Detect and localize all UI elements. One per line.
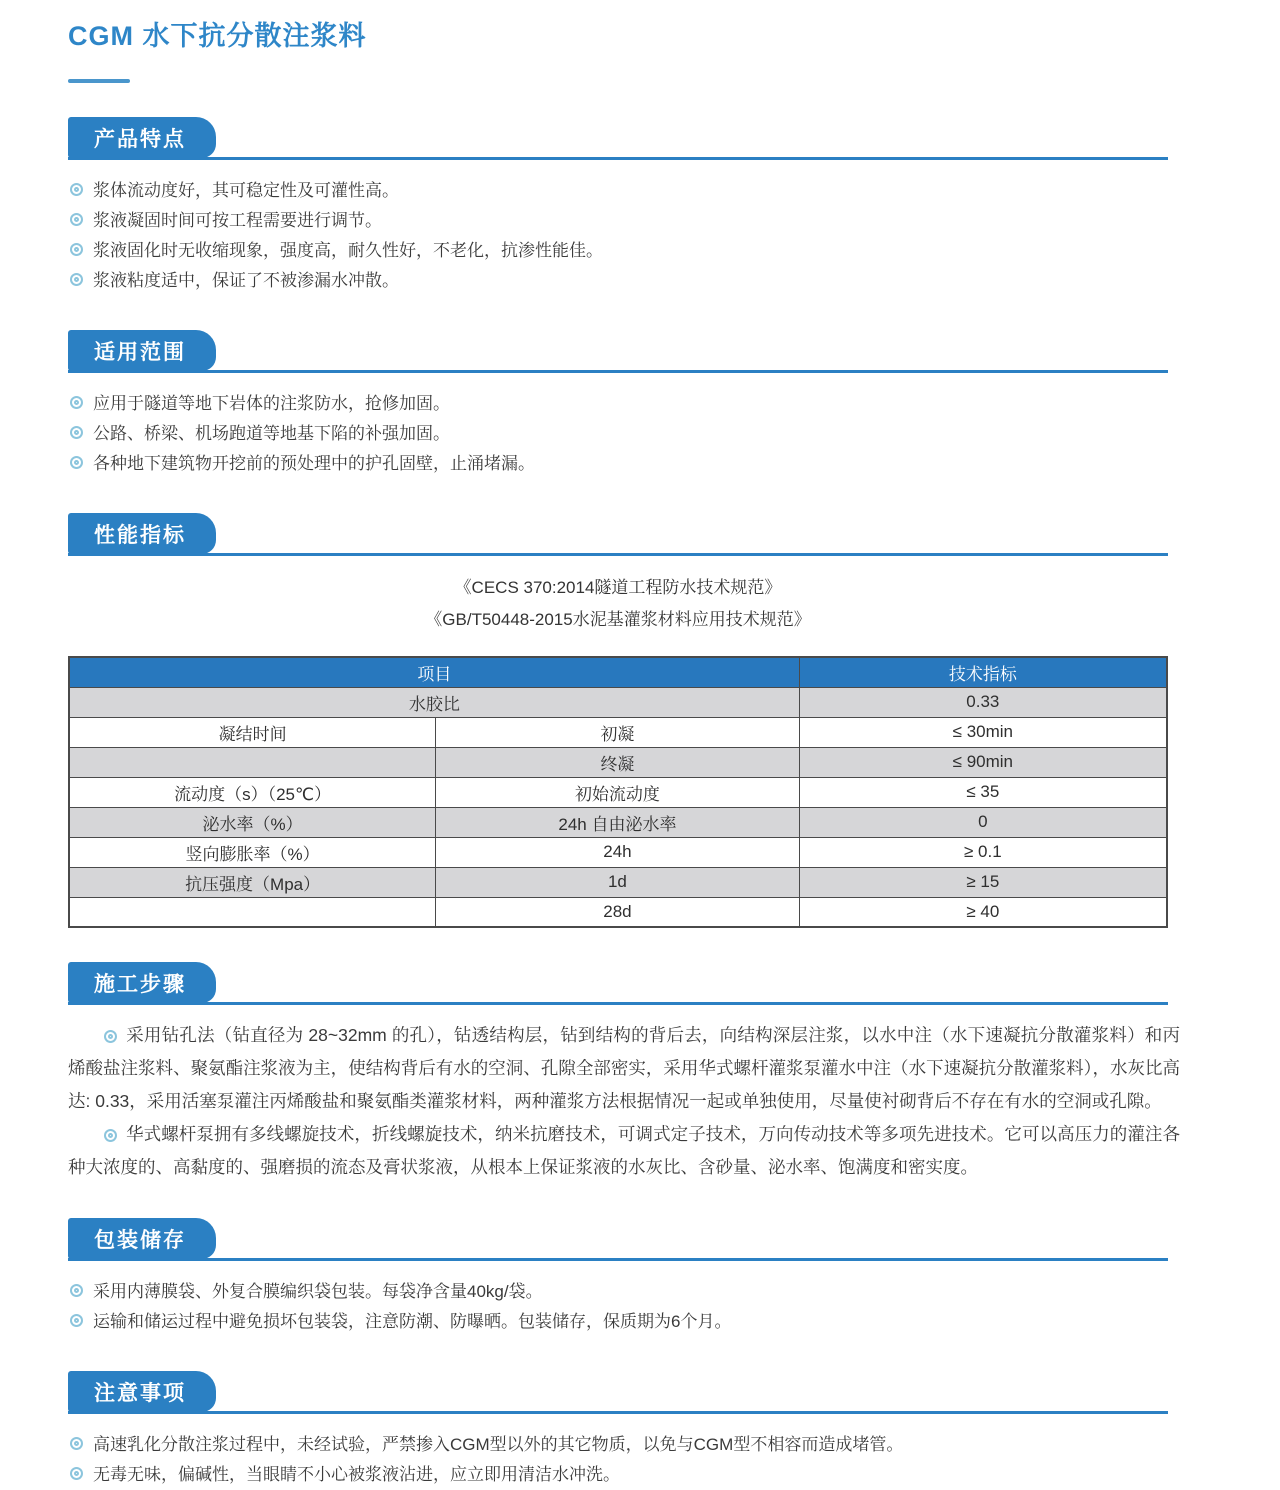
table-row xyxy=(69,777,1167,807)
table-cell-value: 0 xyxy=(799,807,1167,837)
list-item xyxy=(68,266,1168,296)
table-cell-item: 流动度（s）（25℃） xyxy=(69,777,436,807)
table-header-row xyxy=(69,657,1167,687)
list-item xyxy=(68,389,1168,419)
paragraph xyxy=(68,1019,1180,1118)
table-row xyxy=(69,747,1167,777)
table-header-item: 项目 xyxy=(69,657,799,687)
list-item-text: 浆液凝固时间可按工程需要进行调节。 xyxy=(93,211,382,230)
table-cell-sub: 24h 自由泌水率 xyxy=(436,807,799,837)
bullseye-bullet-icon xyxy=(70,213,83,226)
table-cell-value: ≥ 40 xyxy=(799,897,1167,927)
table-cell-sub: 24h xyxy=(436,837,799,867)
bullseye-bullet-icon xyxy=(70,1467,83,1480)
bullseye-bullet-icon xyxy=(104,1129,117,1142)
table-cell-sub: 终凝 xyxy=(436,747,799,777)
table-row xyxy=(69,897,1167,927)
table-cell-item: 泌水率（%） xyxy=(69,807,436,837)
section-precautions xyxy=(68,1371,1168,1490)
standard-reference: 《GB/T50448-2015水泥基灌浆材料应用技术规范》 xyxy=(425,610,811,629)
notes-list xyxy=(68,1430,1168,1490)
bullseye-bullet-icon xyxy=(70,1284,83,1297)
table-row xyxy=(69,717,1167,747)
list-item xyxy=(68,236,1168,266)
table-cell-item xyxy=(69,897,436,927)
list-item-text: 高速乳化分散注浆过程中，未经试验，严禁掺入CGM型以外的其它物质，以免与CGM型不相容而造成堵管。 xyxy=(93,1435,904,1454)
bullseye-bullet-icon xyxy=(70,1437,83,1450)
section-construction-steps xyxy=(68,962,1180,1184)
list-item xyxy=(68,1277,1168,1307)
bullseye-bullet-icon xyxy=(70,183,83,196)
list-item xyxy=(68,1307,1168,1337)
section-header-rule xyxy=(68,962,1168,1005)
list-item xyxy=(68,1430,1168,1460)
section-badge: 性能指标 xyxy=(68,513,216,554)
paragraph-text: 采用钻孔法（钻直径为 28~32mm 的孔），钻透结构层，钻到结构的背后去，向结构深层注浆，以水中注（水下速凝抗分散灌浆料）和丙烯酸盐注浆料、聚氨酯注浆液为主，使结构背后有水的空洞、孔隙全部密实，采用华式螺杆灌浆泵灌水中注（水下速凝抗分散灌浆料），水灰比高达: 0.33，采用活塞泵灌注丙烯酸盐和聚氨酯类灌浆材料，两种灌浆方法根据情况一起或单独使用，尽量使衬砌背后不存在有水的空洞或孔隙。 xyxy=(68,1025,1180,1111)
section-badge: 适用范围 xyxy=(68,330,216,371)
list-item-text: 浆体流动度好，其可稳定性及可灌性高。 xyxy=(93,181,399,200)
list-item-text: 公路、桥梁、机场跑道等地基下陷的补强加固。 xyxy=(93,424,450,443)
table-cell-value: ≤ 90min xyxy=(799,747,1167,777)
list-item-text: 运输和储运过程中避免损坏包装袋，注意防潮、防曝晒。包装储存，保质期为6个月。 xyxy=(93,1312,732,1331)
title-underline xyxy=(68,79,130,83)
table-row xyxy=(69,807,1167,837)
table-cell-value: ≤ 35 xyxy=(799,777,1167,807)
section-packaging-storage xyxy=(68,1218,1168,1337)
table-cell-item: 抗压强度（Mpa） xyxy=(69,867,436,897)
table-cell-item: 凝结时间 xyxy=(69,717,436,747)
list-item-text: 采用内薄膜袋、外复合膜编织袋包装。每袋净含量40kg/袋。 xyxy=(93,1282,543,1301)
table-row xyxy=(69,687,1167,717)
paragraph-text: 华式螺杆泵拥有多线螺旋技术，折线螺旋技术，纳米抗磨技术，可调式定子技术，万向传动技术等多项先进技术。它可以高压力的灌注各种大浓度的、高黏度的、强磨损的流态及膏状浆液，从根本上保证浆液的水灰比、含砂量、泌水率、饱满度和密实度。 xyxy=(68,1124,1180,1177)
paragraph xyxy=(68,1118,1180,1184)
standards-references xyxy=(68,572,1168,636)
section-header-rule xyxy=(68,330,1168,373)
list-item xyxy=(68,1460,1168,1490)
list-item xyxy=(68,176,1168,206)
section-badge: 施工步骤 xyxy=(68,962,216,1003)
bullseye-bullet-icon xyxy=(70,396,83,409)
list-item-text: 各种地下建筑物开挖前的预处理中的护孔固壁，止涌堵漏。 xyxy=(93,454,535,473)
section-badge: 注意事项 xyxy=(68,1371,216,1412)
packaging-list xyxy=(68,1277,1168,1337)
list-item xyxy=(68,206,1168,236)
table-cell-item xyxy=(69,747,436,777)
list-item-text: 浆液固化时无收缩现象，强度高，耐久性好，不老化，抗渗性能佳。 xyxy=(93,241,603,260)
table-cell-value: ≥ 0.1 xyxy=(799,837,1167,867)
table-cell-item: 水胶比 xyxy=(69,687,799,717)
table-cell-value: ≤ 30min xyxy=(799,717,1167,747)
section-header-rule xyxy=(68,1371,1168,1414)
table-cell-item: 竖向膨胀率（%） xyxy=(69,837,436,867)
section-header-rule xyxy=(68,513,1168,556)
list-item-text: 浆液粘度适中，保证了不被渗漏水冲散。 xyxy=(93,271,399,290)
section-header-rule xyxy=(68,117,1168,160)
table-cell-sub: 初凝 xyxy=(436,717,799,747)
list-item-text: 应用于隧道等地下岩体的注浆防水，抢修加固。 xyxy=(93,394,450,413)
section-application-scope xyxy=(68,330,1168,479)
bullseye-bullet-icon xyxy=(70,1314,83,1327)
construction-paragraphs xyxy=(68,1019,1180,1184)
page-title: CGM 水下抗分散注浆料 xyxy=(68,21,367,51)
list-item xyxy=(68,419,1168,449)
section-badge: 包装储存 xyxy=(68,1218,216,1259)
list-item-text: 无毒无味，偏碱性，当眼睛不小心被浆液沾进，应立即用清洁水冲洗。 xyxy=(93,1465,620,1484)
bullseye-bullet-icon xyxy=(70,243,83,256)
scope-list xyxy=(68,389,1168,479)
standard-reference: 《CECS 370:2014隧道工程防水技术规范》 xyxy=(454,578,782,597)
performance-table xyxy=(68,656,1168,928)
bullseye-bullet-icon xyxy=(70,456,83,469)
bullseye-bullet-icon xyxy=(70,426,83,439)
section-header-rule xyxy=(68,1218,1168,1261)
list-item xyxy=(68,449,1168,479)
section-performance-indicators xyxy=(68,513,1168,928)
table-cell-value: ≥ 15 xyxy=(799,867,1167,897)
table-cell-sub: 初始流动度 xyxy=(436,777,799,807)
table-cell-sub: 1d xyxy=(436,867,799,897)
section-product-features xyxy=(68,117,1168,296)
table-cell-value: 0.33 xyxy=(799,687,1167,717)
table-row xyxy=(69,837,1167,867)
table-cell-sub: 28d xyxy=(436,897,799,927)
features-list xyxy=(68,176,1168,296)
table-row xyxy=(69,867,1167,897)
table-header-indicator: 技术指标 xyxy=(799,657,1167,687)
bullseye-bullet-icon xyxy=(104,1030,117,1043)
bullseye-bullet-icon xyxy=(70,273,83,286)
section-badge: 产品特点 xyxy=(68,117,216,158)
